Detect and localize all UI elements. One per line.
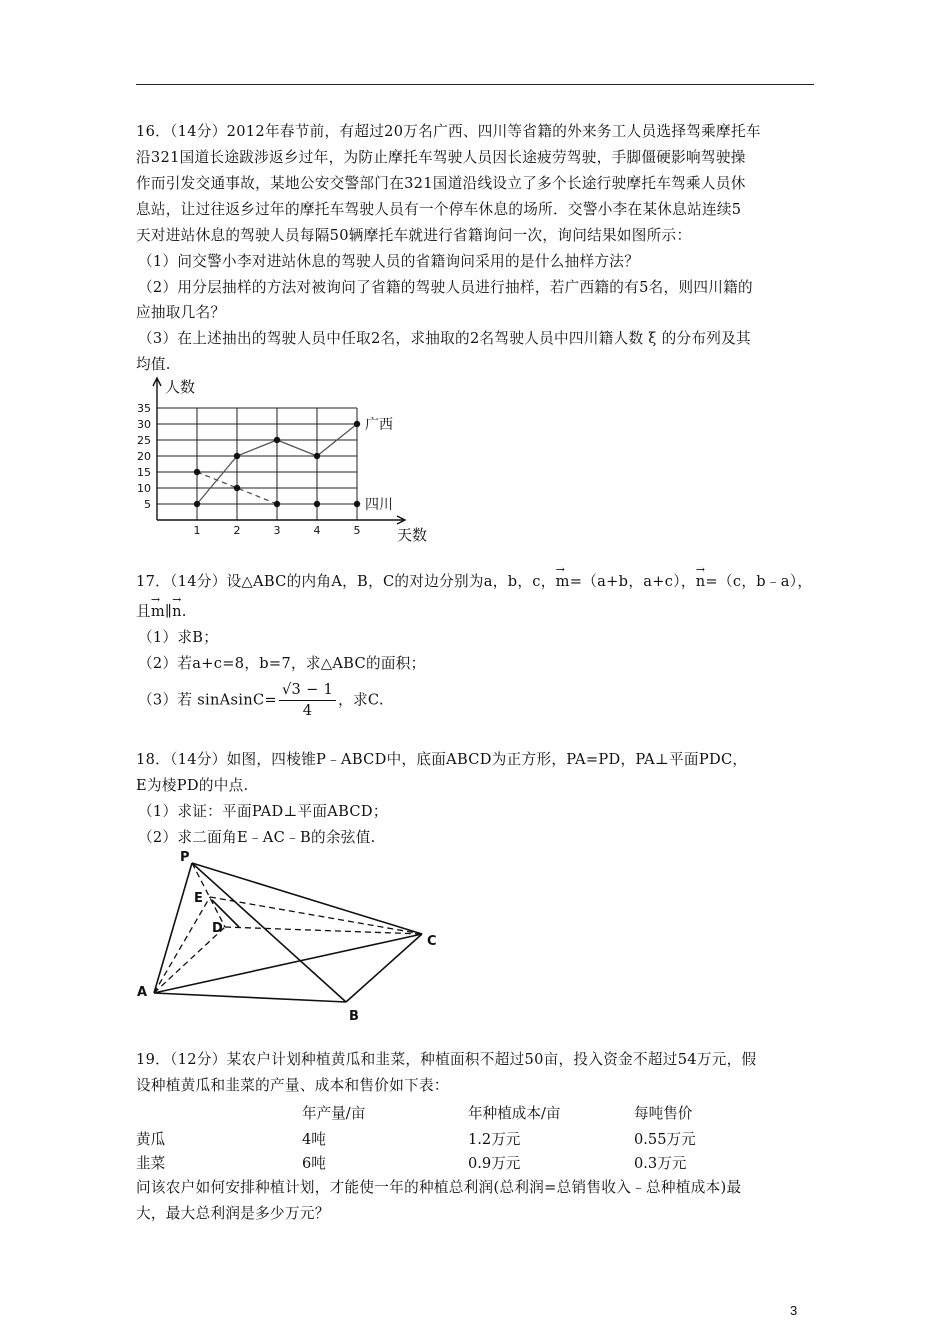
label-D: D xyxy=(212,921,223,936)
x-tick-label-5: 5 xyxy=(353,524,361,537)
y-tick-label-10: 10 xyxy=(137,482,151,495)
q19-line-2: 设种植黄瓜和韭菜的产量、成本和售价如下表： xyxy=(136,1077,449,1094)
table-row-2-yield: 6吨 xyxy=(302,1155,326,1172)
table-header-price: 每吨售价 xyxy=(634,1105,693,1122)
vector-n: → n xyxy=(695,563,706,590)
q17-text-1b: =（a+b，a+c）， xyxy=(569,573,696,590)
header-rule xyxy=(136,84,814,85)
label-A: A xyxy=(137,985,148,1000)
q16-line-5: 天对进站休息的驾驶人员每隔50辆摩托车就进行省籍询问一次，询问结果如图所示： xyxy=(136,227,692,244)
y-tick-label-15: 15 xyxy=(137,466,151,479)
table-header-yield: 年产量/亩 xyxy=(302,1105,366,1122)
edge-PA xyxy=(154,863,192,993)
q17-line-1 xyxy=(136,563,813,592)
table-row-1-cost: 1.2万元 xyxy=(468,1131,521,1148)
q16-line-1: 16．（14分）2012年春节前，有超过20万名广西、四川等省籍的外来务工人员选择驾乘摩托车 xyxy=(136,123,761,140)
q17-text-2c: . xyxy=(181,603,187,620)
page-number: 3 xyxy=(790,1303,798,1318)
table-row-2-price: 0.3万元 xyxy=(634,1155,687,1172)
edge-AD xyxy=(154,927,225,993)
label-B: B xyxy=(349,1009,359,1024)
table-row-1-yield: 4吨 xyxy=(302,1131,326,1148)
q17-line-2 xyxy=(136,593,187,622)
series-2-point-5 xyxy=(354,501,360,507)
edge-AB xyxy=(154,993,346,1002)
q16-part-2: （2）用分层抽样的方法对被询问了省籍的驾驶人员进行抽样，若广西籍的有5名，则四川籍的 xyxy=(138,279,753,296)
vector-m-2-label: m xyxy=(150,603,166,620)
label-C: C xyxy=(427,934,437,949)
q17-part-2: （2）若a+c=8，b=7，求△ABC的面积； xyxy=(138,655,426,672)
legend-2: 四川 xyxy=(365,497,393,513)
vector-m-label: m xyxy=(555,573,570,590)
q18-part-1: （1）求证：平面PAD⊥平面ABCD； xyxy=(138,803,388,820)
q16-part-3-cont: 均值. xyxy=(136,356,171,373)
q17-text-2a: 且 xyxy=(136,603,151,620)
q17-part-3b: ，求C. xyxy=(338,691,384,709)
x-tick-label-2: 2 xyxy=(233,524,241,537)
q16-part-1: （1）问交警小李对进站休息的驾驶人员的省籍询问采用的是什么抽样方法？ xyxy=(138,253,640,270)
q19-line-1: 19．（12分）某农户计划种植黄瓜和韭菜，种植面积不超过50亩，投入资金不超过54万元，假 xyxy=(136,1051,757,1068)
edge-DC xyxy=(225,927,422,934)
table-row-2-cost: 0.9万元 xyxy=(468,1155,521,1172)
q16-line-4: 息站，让过往返乡过年的摩托车驾驶人员有一个停车休息的场所．交警小李在某休息站连续5 xyxy=(136,201,742,218)
y-tick-label-30: 30 xyxy=(137,418,151,431)
q17-part-3a: （3）若 sinAsinC= xyxy=(138,691,277,709)
vector-m: → m xyxy=(555,563,570,590)
q17-part-1: （1）求B； xyxy=(138,629,219,646)
table-header-cost: 年种植成本/亩 xyxy=(468,1105,561,1122)
x-tick-label-4: 4 xyxy=(313,524,321,537)
series-1-point-4 xyxy=(314,453,320,459)
edge-EC xyxy=(210,897,422,934)
x-tick-label-1: 1 xyxy=(193,524,201,537)
fraction-denominator: 4 xyxy=(302,702,313,719)
q18-line-1: 18．（14分）如图，四棱锥P﹣ABCD中，底面ABCD为正方形，PA=PD，PA⊥平面PDC， xyxy=(136,751,748,768)
fraction-numerator: √3 − 1 xyxy=(279,680,336,701)
legend-1: 广西 xyxy=(365,417,393,433)
q18-part-2: （2）求二面角E﹣AC﹣B的余弦值. xyxy=(138,829,376,846)
series-1-point-1 xyxy=(194,501,200,507)
q17-text-1a: 17．（14分）设△ABC的内角A，B，C的对边分别为a，b，c， xyxy=(136,573,556,590)
series-2-point-2 xyxy=(234,485,240,491)
edge-AE xyxy=(154,897,210,993)
q16-line-2: 沿321国道长途跋涉返乡过年，为防止摩托车驾驶人员因长途疲劳驾驶，手脚僵硬影响驾驶操 xyxy=(136,149,746,166)
q17-text-1c: =（c，b﹣a）， xyxy=(705,573,813,590)
series-1-point-3 xyxy=(274,437,280,443)
y-tick-label-35: 35 xyxy=(137,402,151,415)
q19-tail-2: 大，最大总利润是多少万元？ xyxy=(136,1205,330,1222)
series-2-point-4 xyxy=(314,501,320,507)
y-tick-label-20: 20 xyxy=(137,450,151,463)
q16-line-3: 作而引发交通事故，某地公安交警部门在321国道沿线设立了多个长途行驶摩托车驾乘人员休 xyxy=(136,175,746,192)
table-row-1-name: 黄瓜 xyxy=(136,1131,166,1148)
q16-line-chart xyxy=(130,372,440,550)
series-2-point-1 xyxy=(194,469,200,475)
vector-m-2: → m xyxy=(150,593,166,620)
vector-n-2-label: n xyxy=(172,603,182,620)
q16-part-3: （3）在上述抽出的驾驶人员中任取2名，求抽取的2名驾驶人员中四川籍人数 ξ 的分布列及其 xyxy=(138,330,751,347)
pyramid-figure xyxy=(130,845,450,1025)
vector-n-2: → n xyxy=(172,593,182,620)
x-tick-label-3: 3 xyxy=(273,524,281,537)
edge-PC xyxy=(192,863,422,934)
series-1-point-2 xyxy=(234,453,240,459)
table-row-2-name: 韭菜 xyxy=(136,1155,166,1172)
q17-part-3 xyxy=(138,680,384,721)
series-2-point-3 xyxy=(274,501,280,507)
edge-AC xyxy=(154,934,422,993)
y-axis-title: 人数 xyxy=(165,378,196,396)
series-1-point-5 xyxy=(354,421,360,427)
fraction xyxy=(279,680,336,721)
q18-line-2: E为棱PD的中点. xyxy=(136,777,249,794)
parallel-symbol: ∥ xyxy=(165,603,173,620)
label-E: E xyxy=(194,891,203,906)
y-tick-label-5: 5 xyxy=(144,498,151,511)
label-P: P xyxy=(180,850,190,865)
table-row-1-price: 0.55万元 xyxy=(634,1131,696,1148)
q19-tail-1: 问该农户如何安排种植计划，才能使一年的种植总利润(总利润=总销售收入﹣总种植成本)最 xyxy=(136,1179,742,1196)
x-axis-title: 天数 xyxy=(397,526,428,544)
vector-n-label: n xyxy=(695,573,706,590)
y-tick-label-25: 25 xyxy=(137,434,151,447)
edge-BC xyxy=(346,934,422,1002)
q16-part-2-cont: 应抽取几名？ xyxy=(136,304,226,321)
